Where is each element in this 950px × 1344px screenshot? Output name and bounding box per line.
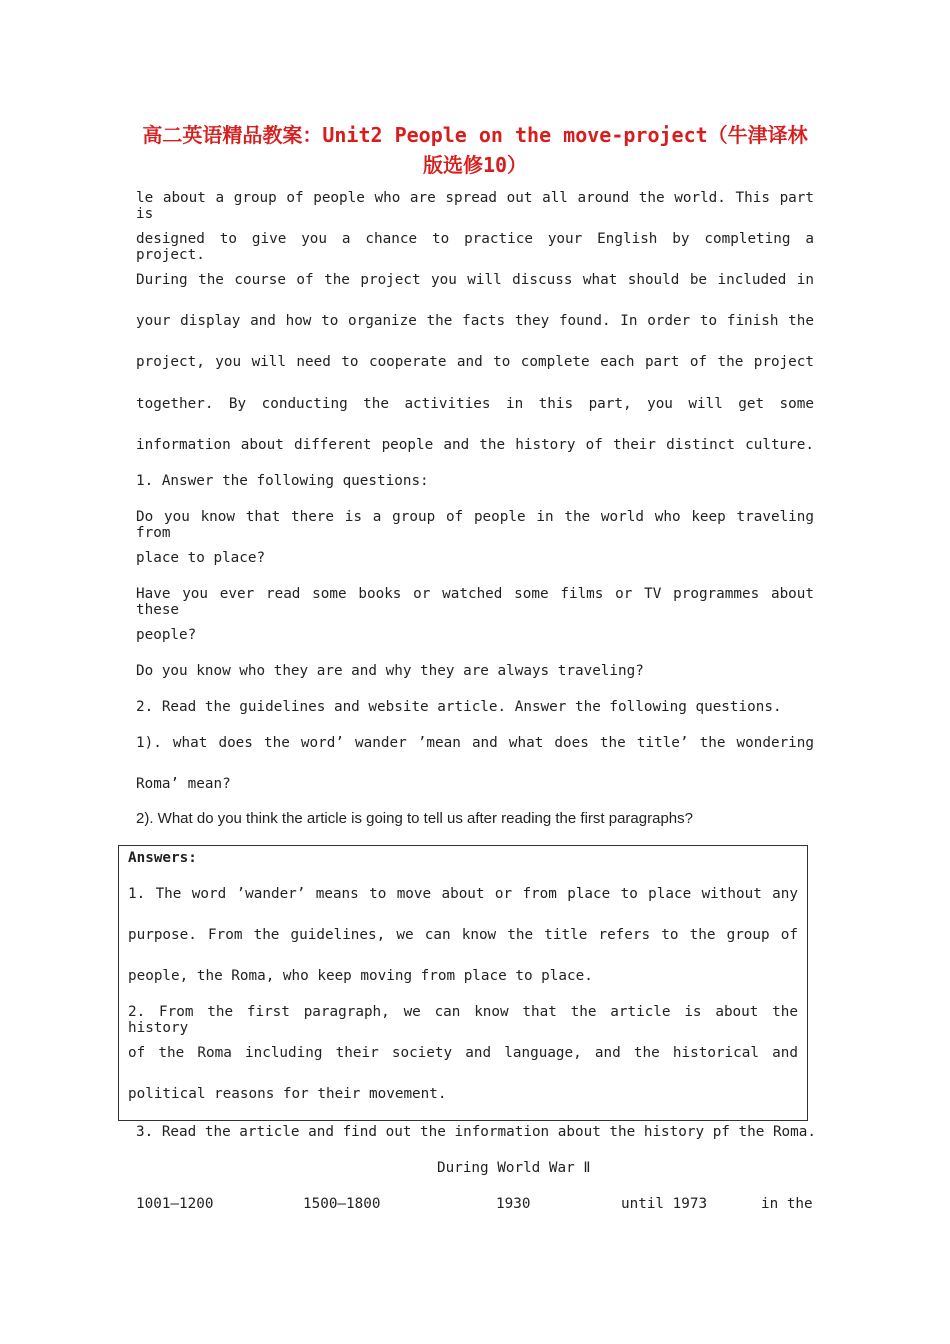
question-1b-line-2: people?	[136, 627, 197, 643]
title-line-1: 高二英语精品教案：Unit2 People on the move-project（牛津译林	[142, 123, 808, 147]
answer-line-5: of the Roma including their society and language, and the historical and	[128, 1045, 798, 1061]
answer-line-1: 1. The word ’wander’ means to move about or from place to place without any	[128, 886, 798, 902]
intro-line-6: together. By conducting the activities in this part, you will get some	[136, 396, 814, 412]
question-1a-line-1: Do you know that there is a group of people in the world who keep traveling from	[136, 509, 814, 541]
intro-line-3: During the course of the project you will discuss what should be included in	[136, 272, 814, 288]
answer-line-2: purpose. From the guidelines, we can know the title refers to the group of	[128, 927, 798, 943]
intro-line-2: designed to give you a chance to practice your English by completing a project.	[136, 231, 814, 263]
title-line-2: 版选修10）	[422, 153, 528, 177]
question-2-sub1-line-2: Roma’ mean?	[136, 776, 231, 792]
intro-line-5: project, you will need to cooperate and to complete each part of the project	[136, 354, 814, 370]
intro-line-7: information about different people and the history of their distinct culture.	[136, 437, 814, 453]
question-3-heading: 3. Read the article and find out the information about the history pf the Roma.	[136, 1124, 816, 1140]
answer-line-4: 2. From the first paragraph, we can know that the article is about the history	[128, 1004, 798, 1036]
question-2-sub2: 2). What do you think the article is going to tell us after reading the first paragraphs?	[136, 810, 693, 827]
question-1-heading: 1. Answer the following questions:	[136, 473, 429, 489]
timeline-period-5: in the	[761, 1196, 813, 1212]
question-1b-line-1: Have you ever read some books or watched some films or TV programmes about these	[136, 586, 814, 618]
timeline-period-1: 1001—1200	[136, 1196, 214, 1212]
intro-line-1: le about a group of people who are spread out all around the world. This part is	[136, 190, 814, 222]
question-2-heading: 2. Read the guidelines and website article. Answer the following questions.	[136, 699, 782, 715]
answers-label: Answers:	[128, 850, 197, 866]
answer-line-3: people, the Roma, who keep moving from place to place.	[128, 968, 593, 984]
timeline-center-label: During World War Ⅱ	[437, 1160, 591, 1176]
answer-line-6: political reasons for their movement.	[128, 1086, 447, 1102]
intro-line-4: your display and how to organize the facts they found. In order to finish the	[136, 313, 814, 329]
document-title	[120, 120, 830, 180]
timeline-period-2: 1500—1800	[303, 1196, 381, 1212]
question-1c: Do you know who they are and why they are always traveling?	[136, 663, 644, 679]
question-2-sub1-line-1: 1). what does the word’ wander ’mean and what does the title’ the wondering	[136, 735, 814, 751]
timeline-period-3: 1930	[496, 1196, 531, 1212]
question-1a-line-2: place to place?	[136, 550, 266, 566]
answers-box	[118, 845, 808, 1121]
timeline-period-4: until 1973	[621, 1196, 708, 1212]
